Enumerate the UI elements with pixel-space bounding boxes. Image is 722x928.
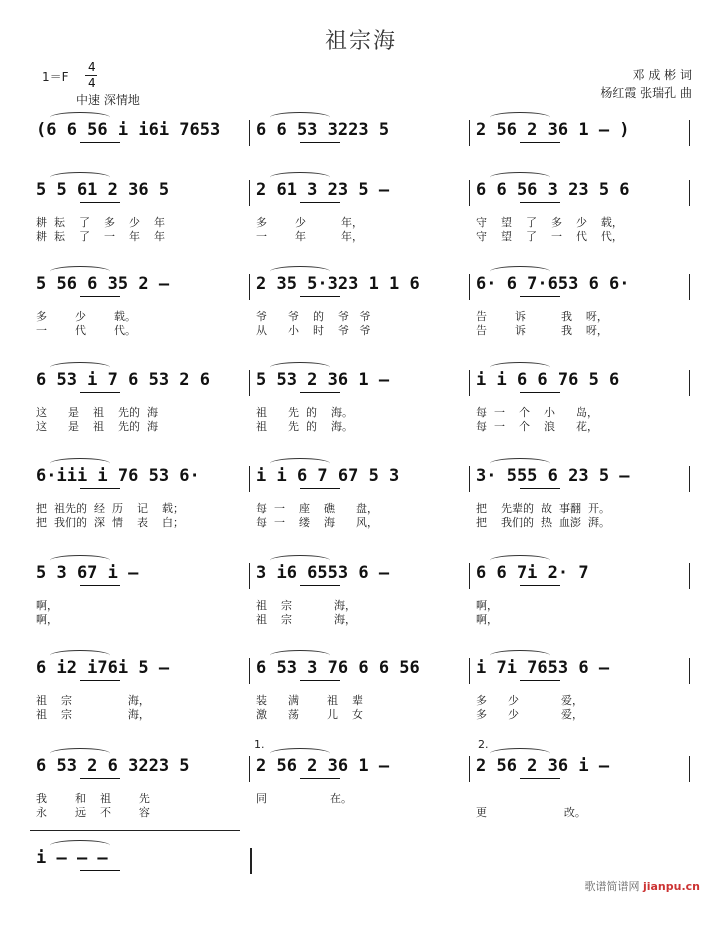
barline [249, 563, 250, 589]
measure-notes: 5 3 67 i – [36, 563, 139, 583]
beam-underline [300, 142, 340, 143]
measure-notes: 6 6 53 3223 5 [256, 120, 390, 140]
slur-arc [50, 362, 110, 373]
barline [250, 848, 252, 874]
measure-notes: 6 6 7i 2· 7 [476, 563, 589, 583]
slur-arc [50, 650, 110, 661]
lyric-verse-1: 啊， [476, 599, 498, 612]
lyric-verse-1: 每 一 座 礁 盘， [256, 502, 378, 515]
lyric-verse-1: 每 一 个 小 岛， [476, 406, 598, 419]
measure-notes: 5 5 61 2 36 5 [36, 180, 170, 200]
beam-underline [300, 778, 340, 779]
slur-arc [50, 458, 110, 469]
lyric-verse-1: 装 满 祖 辈 [256, 694, 363, 707]
lyric-verse-1: 爷 爷 的 爷 爷 [256, 310, 371, 323]
score-system [0, 658, 722, 738]
slur-arc [270, 172, 330, 183]
barline [689, 563, 690, 589]
barline [249, 756, 250, 782]
beam-underline [520, 392, 560, 393]
composer-credit: 杨红霞 张瑞孔 曲 [600, 86, 692, 100]
barline [469, 466, 470, 492]
score-system [0, 370, 722, 450]
beam-underline [300, 680, 340, 681]
slur-arc [490, 748, 550, 759]
slur-arc [490, 112, 550, 123]
key-signature: 1＝F [42, 70, 69, 84]
lyric-verse-1: 祖 先 的 海。 [256, 406, 353, 419]
measure-notes: i – – – [36, 848, 108, 868]
lyric-verse-1: 守 望 了 多 少 载， [476, 216, 623, 229]
barline [689, 370, 690, 396]
beam-underline [80, 870, 120, 871]
score-system [0, 466, 722, 546]
beam-underline [300, 296, 340, 297]
lyric-verse-1: 告 诉 我 呀， [476, 310, 608, 323]
lyric-verse-2: 告 诉 我 呀， [476, 324, 608, 337]
slur-arc [270, 458, 330, 469]
beam-underline [80, 142, 120, 143]
lyric-verse-2: 守 望 了 一 代 代， [476, 230, 623, 243]
barline [689, 274, 690, 300]
measure-notes: 6 53 3 76 6 6 56 [256, 658, 420, 678]
beam-underline [80, 778, 120, 779]
slur-arc [270, 748, 330, 759]
lyric-verse-1: 啊， [36, 599, 58, 612]
beam-underline [520, 778, 560, 779]
measure-notes: i i 6 6 76 5 6 [476, 370, 620, 390]
lyric-verse-1: 这 是 祖 先的 海 [36, 406, 158, 419]
lyric-verse-1: 同 在。 [256, 792, 352, 805]
beam-underline [80, 585, 120, 586]
beam-underline [80, 202, 120, 203]
lyric-verse-2: 从 小 时 爷 爷 [256, 324, 371, 337]
lyric-verse-2: 一 年 年， [256, 230, 363, 243]
barline [249, 466, 250, 492]
barline [249, 370, 250, 396]
measure-notes: 6 53 2 6 3223 5 [36, 756, 190, 776]
slur-arc [270, 650, 330, 661]
measure-notes: 2 61 3 23 5 – [256, 180, 390, 200]
barline [469, 180, 470, 206]
lyric-verse-1: 多 少 载。 [36, 310, 136, 323]
beam-underline [300, 202, 340, 203]
lyric-verse-1: 祖 宗 海， [256, 599, 356, 612]
lyric-verse-2: 多 少 爱， [476, 708, 583, 721]
slur-arc [50, 555, 110, 566]
lyric-verse-2: 把 我们的 热 血澎 湃。 [476, 516, 610, 529]
slur-arc [490, 362, 550, 373]
lyric-verse-2: 这 是 祖 先的 海 [36, 420, 158, 433]
end-rule [30, 830, 240, 831]
time-signature-top: 4 [88, 60, 96, 74]
slur-arc [270, 112, 330, 123]
beam-underline [300, 488, 340, 489]
lyric-verse-2: 祖 宗 海， [36, 708, 150, 721]
slur-arc [490, 555, 550, 566]
beam-underline [80, 488, 120, 489]
slur-arc [490, 650, 550, 661]
lyric-verse-2: 耕 耘 了 一 年 年 [36, 230, 165, 243]
lyric-verse-2: 永 远 不 容 [36, 806, 150, 819]
barline [689, 180, 690, 206]
barline [689, 658, 690, 684]
lyric-verse-1: 耕 耘 了 多 少 年 [36, 216, 165, 229]
barline [689, 756, 690, 782]
tempo-marking: 中速 深情地 [76, 93, 140, 107]
lyric-verse-2: 啊， [476, 613, 498, 626]
barline [469, 756, 470, 782]
lyric-verse-2: 更 改。 [476, 806, 586, 819]
slur-arc [270, 266, 330, 277]
lyric-verse-2: 祖 宗 海， [256, 613, 356, 626]
beam-underline [300, 392, 340, 393]
measure-notes: 6 i2 i76i 5 – [36, 658, 170, 678]
slur-arc [490, 172, 550, 183]
lyric-verse-1: 我 和 祖 先 [36, 792, 150, 805]
beam-underline [520, 142, 560, 143]
score-system [0, 563, 722, 643]
slur-arc [270, 362, 330, 373]
volta-second-ending: 2. [478, 738, 489, 751]
barline [249, 180, 250, 206]
barline [469, 370, 470, 396]
measure-notes: 6·iii i 76 53 6· [36, 466, 200, 486]
slur-arc [490, 266, 550, 277]
barline [689, 120, 690, 146]
measure-notes: 2 56 2 36 i – [476, 756, 610, 776]
lyric-verse-2: 每 一 缕 海 风， [256, 516, 378, 529]
measure-notes: i 7i 7653 6 – [476, 658, 610, 678]
lyric-verse-2: 激 荡 儿 女 [256, 708, 363, 721]
lyric-verse-1: 多 少 年， [256, 216, 363, 229]
score-system [0, 180, 722, 260]
slur-arc [50, 172, 110, 183]
beam-underline [520, 680, 560, 681]
measure-notes: 3· 555 6 23 5 – [476, 466, 630, 486]
barline [689, 466, 690, 492]
lyric-verse-1: 祖 宗 海， [36, 694, 150, 707]
barline [469, 563, 470, 589]
beam-underline [520, 202, 560, 203]
beam-underline [520, 585, 560, 586]
slur-arc [50, 266, 110, 277]
footer-site: 歌谱简谱网 [584, 880, 640, 893]
measure-notes: 5 53 2 36 1 – [256, 370, 390, 390]
lyric-verse-2: 啊， [36, 613, 58, 626]
lyric-verse-2: 一 代 代。 [36, 324, 136, 337]
measure-notes: i i 6 7 67 5 3 [256, 466, 400, 486]
slur-arc [50, 840, 110, 851]
page-title: 祖宗海 [324, 29, 397, 54]
beam-underline [300, 585, 340, 586]
barline [469, 274, 470, 300]
measure-notes: 6 53 i 7 6 53 2 6 [36, 370, 210, 390]
beam-underline [520, 296, 560, 297]
watermark-footer [584, 878, 700, 894]
barline [469, 658, 470, 684]
lyric-verse-1: 多 少 爱， [476, 694, 583, 707]
barline [249, 274, 250, 300]
score-system [0, 738, 722, 836]
lyric-verse-2: 把 我们的 深 情 表 白； [36, 516, 184, 529]
barline [469, 120, 470, 146]
measure-notes: 6· 6 7·653 6 6· [476, 274, 630, 294]
beam-underline [80, 392, 120, 393]
measure-notes: 2 56 2 36 1 – ) [476, 120, 630, 140]
measure-notes: 3 i6 6553 6 – [256, 563, 390, 583]
slur-arc [270, 555, 330, 566]
beam-underline [80, 680, 120, 681]
measure-notes: 2 35 5·323 1 1 6 [256, 274, 420, 294]
barline [249, 658, 250, 684]
slur-arc [50, 748, 110, 759]
measure-notes: (6 6 56 i i6i 7653 [36, 120, 221, 140]
slur-arc [490, 458, 550, 469]
measure-notes: 5 56 6 35 2 – [36, 274, 170, 294]
score-system [0, 274, 722, 354]
lyric-verse-1: 把 先辈的 故 事翻 开。 [476, 502, 610, 515]
slur-arc [50, 112, 110, 123]
beam-underline [80, 296, 120, 297]
time-signature-bottom: 4 [88, 76, 96, 90]
measure-notes: 6 6 56 3 23 5 6 [476, 180, 630, 200]
lyric-verse-2: 祖 先 的 海。 [256, 420, 353, 433]
measure-notes: 2 56 2 36 1 – [256, 756, 390, 776]
volta-first-ending: 1. [254, 738, 265, 751]
footer-brand: jianpu.cn [642, 880, 700, 893]
beam-underline [520, 488, 560, 489]
lyric-verse-2: 每 一 个 浪 花， [476, 420, 598, 433]
barline [249, 120, 250, 146]
lyricist-credit: 邓 成 彬 词 [632, 68, 692, 82]
lyric-verse-1: 把 祖先的 经 历 记 载； [36, 502, 184, 515]
